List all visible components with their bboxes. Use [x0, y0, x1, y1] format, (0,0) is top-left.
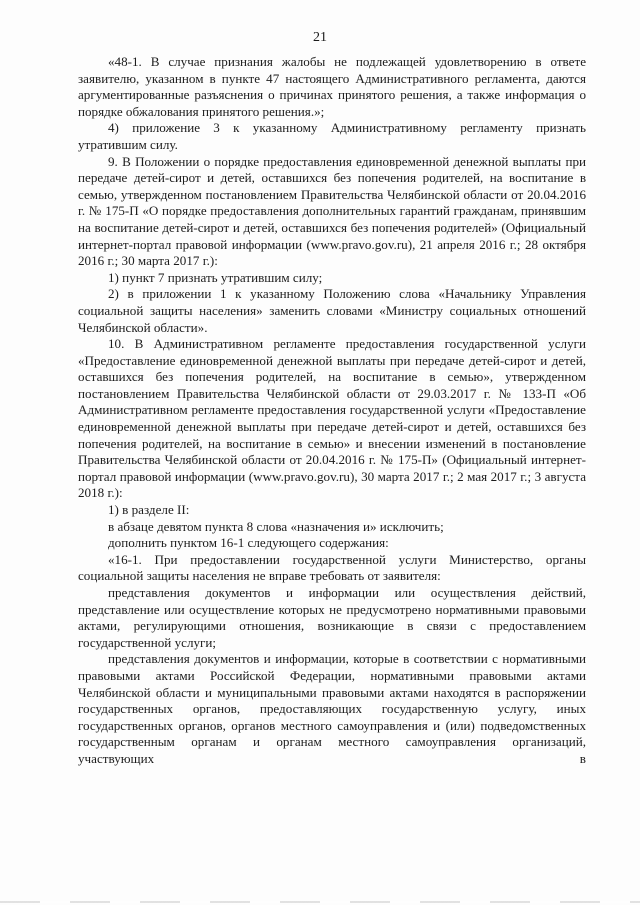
paragraph-point-8-amendment: в абзаце девятом пункта 8 слова «назначения и» исключить; [108, 518, 444, 534]
paragraph-item-1-section-9: 1) пункт 7 признать утратившим силу; [108, 269, 323, 285]
paragraph-item-4: 4) приложение 3 к указанному Административному регламенту признать утратившим силу. [78, 120, 586, 152]
paragraph-section-10: 10. В Административном регламенте предоставления государственной услуги «Предоставление единовременной денежной выплаты при передаче детей-сирот и детей, оставшихся без попечения родителей, на воспитание в семью», утвержденном постановлением Правительства Челябинской области от 29.03.2017 г. № 133-П «Об Административном регламенте предоставления государственной услуги «Предоставление единовременной денежной выплаты при передаче детей-сирот и детей, оставшихся без попечения родителей, на воспитание в семью» и внесении изменений в постановление Правительства Челябинской области от 20.04.2016 г. № 175-П» (Официальный интернет-портал правовой информации (www.pravo.gov.ru), 30 марта 2017 г.; 2 мая 2017 г.; 3 августа 2018 г.): [78, 336, 586, 501]
document-body [78, 54, 586, 768]
paragraph-16-1: «16-1. При предоставлении государственной услуги Министерство, органы социальной защиты населения не вправе требовать от заявителя: [78, 551, 586, 584]
paragraph-requirement-2: представления документов и информации, которые в соответствии с нормативными правовыми актами Российской Федерации, нормативными правовыми актами Челябинской области и муниципальными правовыми актами находятся в распоряжении государственных органов, предоставляющих государственную услугу, иных государственных органов, органов местного самоуправления и (или) подведомственных государственным органам и органам местного самоуправления организаций, участвующих в [78, 651, 586, 766]
paragraph-add-point-16-1: дополнить пунктом 16-1 следующего содержания: [108, 535, 389, 551]
paragraph-requirement-1: представления документов и информации или осуществления действий, представление или осуществление которых не предусмотрено нормативными правовыми актами, регулирующими отношения, возникающие в связи с предоставлением государственной услуги; [78, 585, 586, 650]
scan-edge-artifact [0, 901, 640, 903]
page-number: 21 [313, 30, 327, 45]
paragraph-item-2-section-9: 2) в приложении 1 к указанному Положению слова «Начальнику Управления социальной защиты населения» заменить словами «Министру социальных отношений Челябинской области». [78, 286, 586, 335]
paragraph-item-1-section-10: 1) в разделе II: [108, 502, 190, 518]
paragraph-48-1: «48-1. В случае признания жалобы не подлежащей удовлетворению в ответе заявителю, указанном в пункте 47 настоящего Административного регламента, даются аргументированные разъяснения о причинах принятого решения, а также информация о порядке обжалования принятого решения.»; [78, 54, 586, 119]
paragraph-section-9: 9. В Положении о порядке предоставления единовременной денежной выплаты при передаче детей-сирот и детей, оставшихся без попечения родителей, на воспитание в семью, утвержденном постановлением Правительства Челябинской области от 20.04.2016 г. № 175-П «О порядке предоставления дополнительных гарантий гражданам, принявшим на воспитание детей-сирот и детей, оставшихся без попечения родителей» (Официальный интернет-портал правовой информации (www.pravo.gov.ru), 21 апреля 2016 г.; 28 октября 2016 г.; 30 марта 2017 г.): [78, 153, 586, 269]
